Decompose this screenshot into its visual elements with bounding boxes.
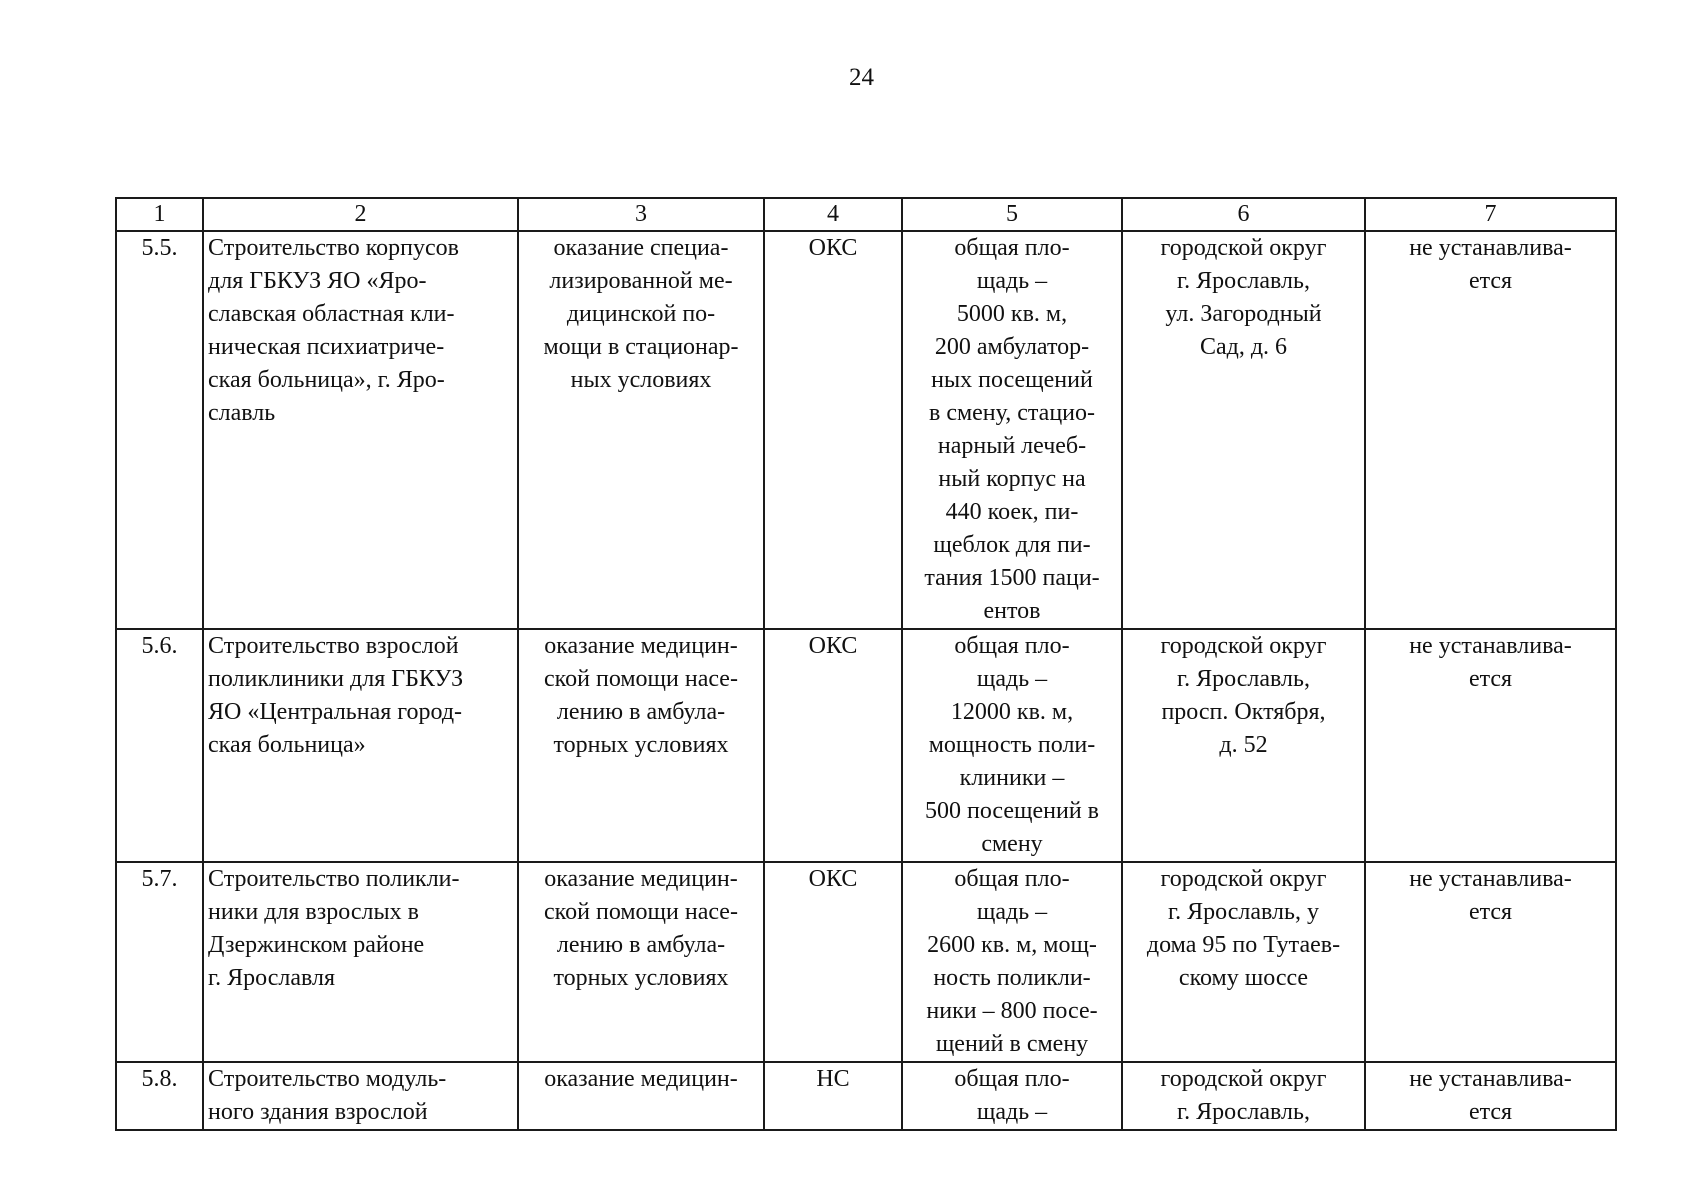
zone-cell xyxy=(1365,629,1616,862)
location-cell xyxy=(1122,1062,1365,1130)
row-number xyxy=(116,231,203,629)
purpose-cell xyxy=(518,862,764,1062)
object-type: НС xyxy=(816,1066,850,1092)
header-col-2: 2 xyxy=(203,198,518,231)
row-number xyxy=(116,1062,203,1130)
type-cell xyxy=(764,862,902,1062)
object-name: Строительство взрослой поликлиники для ГБКУЗ ЯО «Центральная город- ская больница» xyxy=(208,633,464,758)
object-name-cell xyxy=(203,862,518,1062)
object-name-cell xyxy=(203,1062,518,1130)
object-name-cell xyxy=(203,629,518,862)
object-zone: не устанавлива- ется xyxy=(1409,633,1572,692)
zone-cell xyxy=(1365,1062,1616,1130)
object-name-cell xyxy=(203,231,518,629)
object-purpose: оказание медицин- ской помощи насе- лению в амбула- торных условиях xyxy=(544,633,738,758)
header-row xyxy=(116,198,1616,231)
object-zone: не устанавлива- ется xyxy=(1409,866,1572,925)
characteristics-cell xyxy=(902,1062,1122,1130)
object-type: ОКС xyxy=(808,866,858,892)
zone-cell xyxy=(1365,862,1616,1062)
characteristics-cell xyxy=(902,231,1122,629)
object-location: городской округ г. Ярославль, xyxy=(1160,1066,1327,1125)
row-number-text: 5.7. xyxy=(141,866,178,892)
object-zone: не устанавлива- ется xyxy=(1409,1066,1572,1125)
object-type: ОКС xyxy=(808,633,858,659)
location-cell xyxy=(1122,629,1365,862)
type-cell xyxy=(764,629,902,862)
object-characteristics: общая пло- щадь – 12000 кв. м, мощность поли- клиники – 500 посещений в смену xyxy=(924,633,1100,857)
object-name: Строительство корпусов для ГБКУЗ ЯО «Яро- славская областная кли- ническая психиатриче- ская больница», г. Яро- славль xyxy=(208,235,459,426)
type-cell xyxy=(764,231,902,629)
table-row xyxy=(116,862,1616,1062)
header-col-6: 6 xyxy=(1122,198,1365,231)
header-col-5: 5 xyxy=(902,198,1122,231)
row-number xyxy=(116,862,203,1062)
characteristics-cell xyxy=(902,629,1122,862)
characteristics-cell xyxy=(902,862,1122,1062)
row-number xyxy=(116,629,203,862)
object-characteristics: общая пло- щадь – xyxy=(954,1066,1070,1125)
object-location: городской округ г. Ярославль, ул. Загородный Сад, д. 6 xyxy=(1160,235,1327,360)
object-purpose: оказание специа- лизированной ме- дицинской по- мощи в стационар- ных условиях xyxy=(543,235,739,393)
objects-table xyxy=(115,197,1617,1131)
location-cell xyxy=(1122,231,1365,629)
row-number-text: 5.8. xyxy=(141,1066,178,1092)
purpose-cell xyxy=(518,231,764,629)
object-name: Строительство поликли- ники для взрослых в Дзержинском районе г. Ярославля xyxy=(208,866,460,991)
header-col-3: 3 xyxy=(518,198,764,231)
object-name: Строительство модуль- ного здания взрослой xyxy=(208,1066,447,1125)
object-type: ОКС xyxy=(808,235,858,261)
row-number-text: 5.5. xyxy=(141,235,178,261)
page-number: 24 xyxy=(849,64,874,91)
object-characteristics: общая пло- щадь – 2600 кв. м, мощ- ность поликли- ники – 800 посе- щений в смену xyxy=(926,866,1098,1057)
header-col-7: 7 xyxy=(1365,198,1616,231)
table-row xyxy=(116,231,1616,629)
type-cell xyxy=(764,1062,902,1130)
object-location: городской округ г. Ярославль, просп. Октября, д. 52 xyxy=(1160,633,1327,758)
object-purpose: оказание медицин- xyxy=(544,1066,738,1092)
location-cell xyxy=(1122,862,1365,1062)
zone-cell xyxy=(1365,231,1616,629)
header-col-1: 1 xyxy=(116,198,203,231)
purpose-cell xyxy=(518,1062,764,1130)
header-col-4: 4 xyxy=(764,198,902,231)
table-row xyxy=(116,1062,1616,1130)
table-row xyxy=(116,629,1616,862)
row-number-text: 5.6. xyxy=(141,633,178,659)
object-purpose: оказание медицин- ской помощи насе- лению в амбула- торных условиях xyxy=(544,866,738,991)
object-location: городской округ г. Ярославль, у дома 95 по Тутаев- скому шоссе xyxy=(1146,866,1341,991)
object-zone: не устанавлива- ется xyxy=(1409,235,1572,294)
object-characteristics: общая пло- щадь – 5000 кв. м, 200 амбулатор- ных посещений в смену, стацио- нарный лечеб- ный корпус на 440 коек, пи- щеблок для пи- тания 1500 паци- ентов xyxy=(924,235,1100,624)
purpose-cell xyxy=(518,629,764,862)
